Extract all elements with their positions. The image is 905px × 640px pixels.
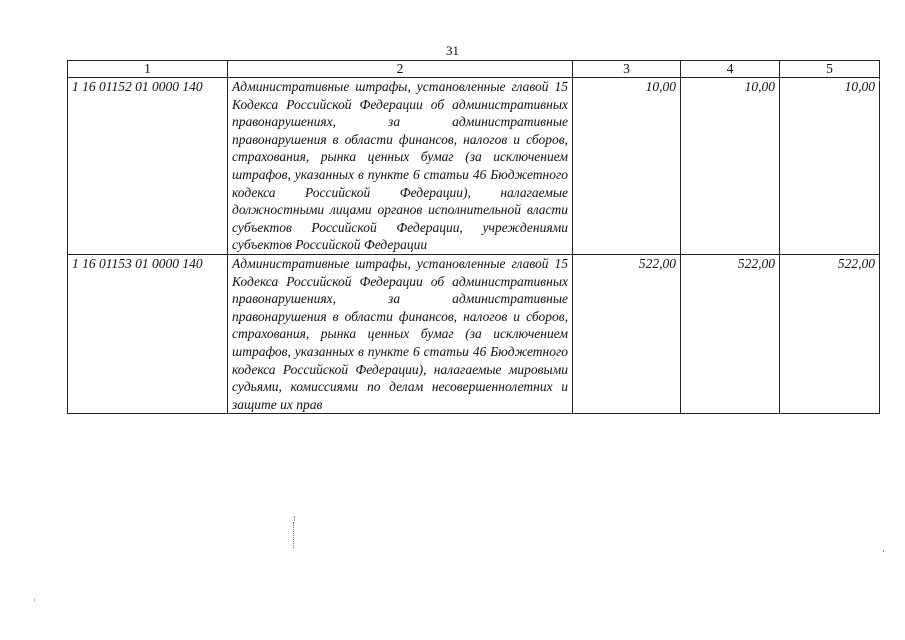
- amount-cell-col4: 10,00: [681, 78, 780, 255]
- amount-cell-col5: 10,00: [780, 78, 880, 255]
- column-header-2: 2: [228, 61, 573, 78]
- table-header-row: [68, 61, 880, 78]
- amount-cell-col4: 522,00: [681, 254, 780, 413]
- description-cell: Административные штрафы, установленные главой 15 Кодекса Российской Федерации об административных правонарушениях, за административные правонарушения в области финансов, налогов и сборов, страхования, рынка ценных бумаг (за исключением штрафов, указанных в пункте 6 статьи 46 Бюджетного кодекса Российской Федерации), налагаемые мировыми судьями, комиссиями по делам несовершеннолетних и защите их прав: [228, 254, 573, 413]
- table-row: [68, 78, 880, 255]
- budget-code-cell: 1 16 01152 01 0000 140: [68, 78, 228, 255]
- description-cell: Административные штрафы, установленные главой 15 Кодекса Российской Федерации об административных правонарушениях, за административные правонарушения в области финансов, налогов и сборов, страхования, рынка ценных бумаг (за исключением штрафов, указанных в пункте 6 статьи 46 Бюджетного кодекса Российской Федерации), налагаемые должностными лицами органов исполнительной власти субъектов Российской Федерации, учреждениями субъектов Российской Федерации: [228, 78, 573, 255]
- column-header-1: 1: [68, 61, 228, 78]
- arrow-up-icon: ↑: [292, 513, 297, 523]
- table-row: [68, 254, 880, 413]
- scan-speck: [879, 79, 880, 81]
- column-header-4: 4: [681, 61, 780, 78]
- amount-cell-col3: 522,00: [573, 254, 681, 413]
- scan-dotted-line: [293, 522, 294, 548]
- amount-cell-col5: 522,00: [780, 254, 880, 413]
- amount-cell-col3: 10,00: [573, 78, 681, 255]
- budget-table: [67, 60, 880, 414]
- budget-code-cell: 1 16 01153 01 0000 140: [68, 254, 228, 413]
- column-header-5: 5: [780, 61, 880, 78]
- scan-speck: [34, 599, 35, 601]
- page-number: 31: [446, 43, 459, 58]
- column-header-3: 3: [573, 61, 681, 78]
- scan-mark: [292, 514, 296, 548]
- scan-speck: [883, 550, 884, 552]
